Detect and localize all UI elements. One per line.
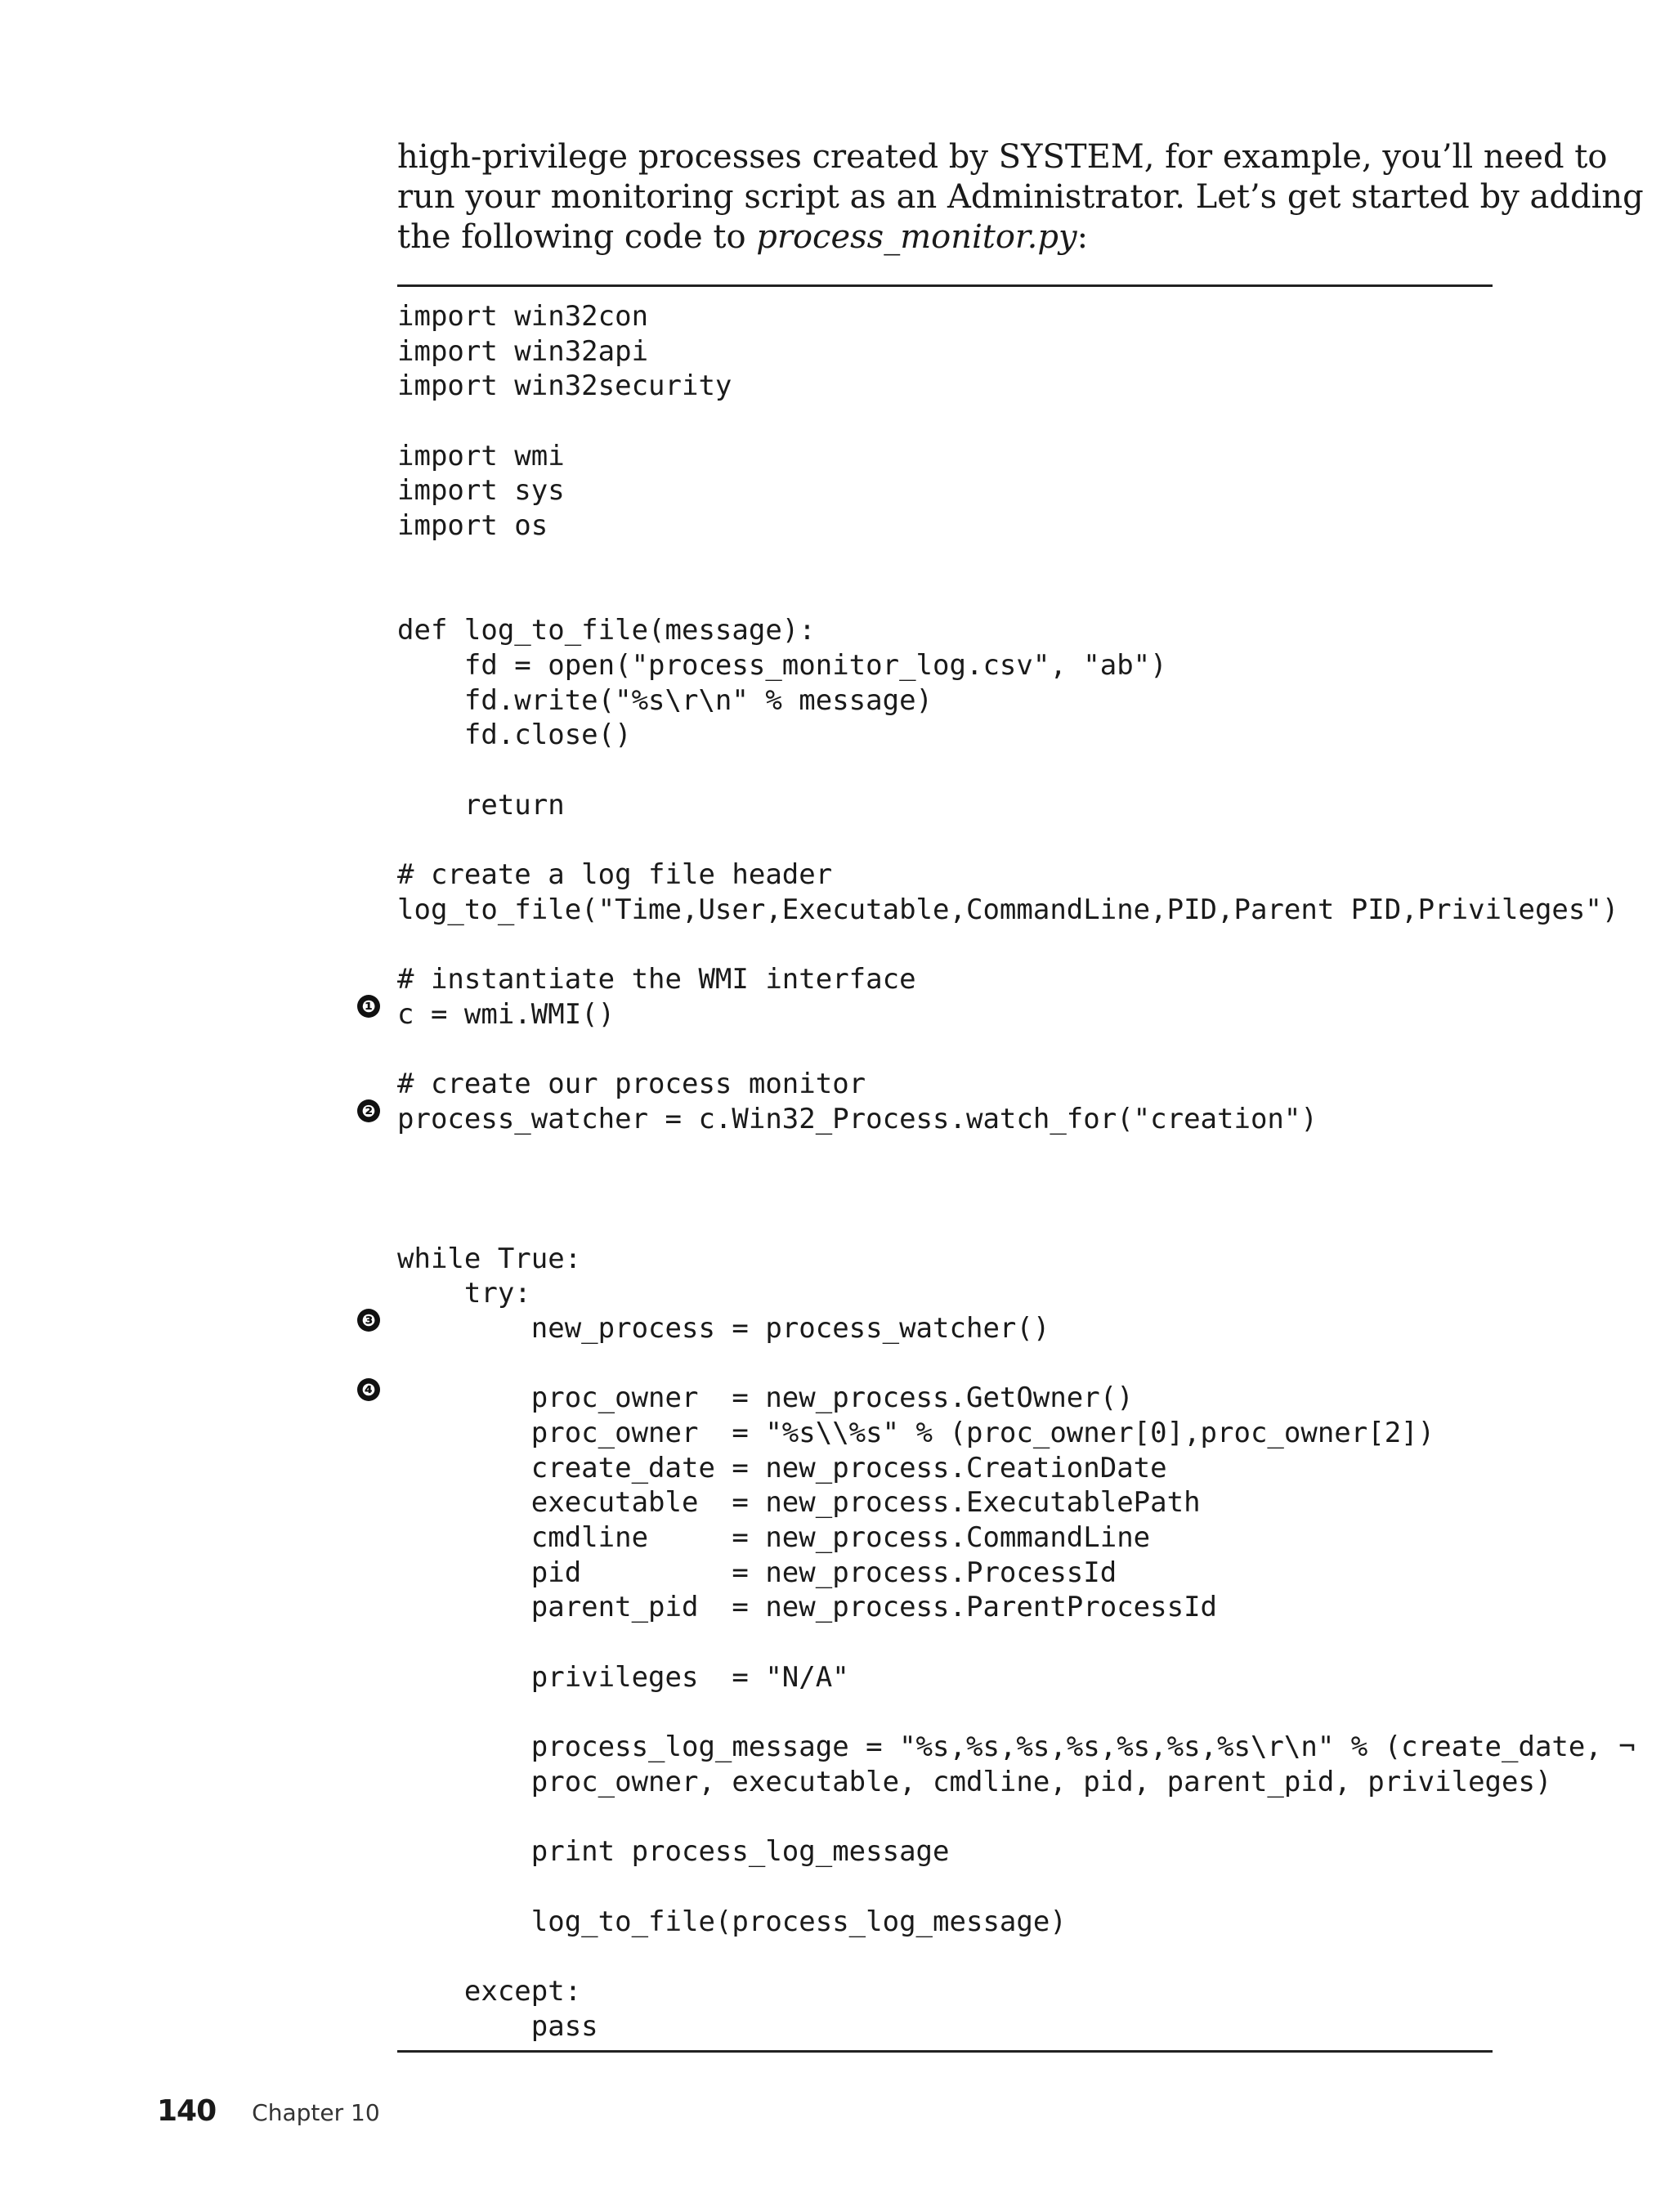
code-line: # create a log file header xyxy=(397,858,833,891)
code-line xyxy=(397,1032,1493,1067)
code-line: proc_owner = "%s\\%s" % (proc_owner[0],proc_owner[2]) xyxy=(397,1417,1435,1449)
code-line: cmdline = new_process.CommandLine xyxy=(397,1521,1151,1555)
code-line: new_process = process_watcher() xyxy=(397,1311,1050,1345)
callout-marker-3: ❸ xyxy=(357,1309,380,1332)
code-line: proc_owner, executable, cmdline, pid, parent_pid, privileges) xyxy=(397,1765,1552,1798)
code-line xyxy=(397,404,1493,439)
code-line: fd.write("%s\r\n" % message) xyxy=(397,683,933,717)
intro-line-3 xyxy=(397,217,1493,257)
code-line: # create our process monitor xyxy=(397,1068,866,1101)
code-line: fd = open("process_monitor_log.csv", "ab") xyxy=(397,648,1167,682)
code-line: try: xyxy=(397,1277,531,1310)
code-line: executable = new_process.ExecutablePath xyxy=(397,1486,1201,1520)
code-line: import sys xyxy=(397,474,565,508)
code-line: while True: xyxy=(397,1242,582,1275)
code-line: print process_log_message xyxy=(397,1835,950,1869)
code-line: import win32security xyxy=(397,369,732,403)
filename: process_monitor.py xyxy=(756,218,1077,256)
code-listing xyxy=(397,299,1636,2044)
code-line: process_watcher = c.Win32_Process.watch_for("creation") xyxy=(397,1102,1318,1135)
code-line xyxy=(397,1695,1493,1731)
code-line: import wmi xyxy=(397,439,565,472)
code-line xyxy=(397,1939,1493,1974)
code-line xyxy=(397,1137,1493,1172)
code-line: fd.close() xyxy=(397,719,632,752)
code-line: return xyxy=(397,788,565,822)
intro-paragraph xyxy=(397,137,1644,257)
chapter-label: Chapter 10 xyxy=(252,2099,380,2126)
code-line: pid = new_process.ProcessId xyxy=(397,1556,1117,1589)
code-line: import win32api xyxy=(397,334,649,368)
callout-marker-1: ❶ xyxy=(357,995,380,1018)
code-bottom-rule xyxy=(397,2050,1493,2053)
code-top-rule xyxy=(397,284,1493,287)
code-line: pass xyxy=(397,2009,598,2043)
code-line: log_to_file("Time,User,Executable,CommandLine,PID,Parent PID,Privileges") xyxy=(397,893,1619,926)
code-line xyxy=(397,1625,1493,1660)
code-line xyxy=(397,1800,1493,1835)
code-line: log_to_file(process_log_message) xyxy=(397,1905,1067,1938)
code-line xyxy=(397,1869,1493,1905)
code-line xyxy=(397,927,1493,962)
code-line xyxy=(397,1346,1493,1381)
code-line xyxy=(397,1171,1493,1207)
code-line: parent_pid = new_process.ParentProcessId xyxy=(397,1591,1218,1624)
callout-marker-2: ❷ xyxy=(357,1099,380,1122)
code-line: def log_to_file(message): xyxy=(397,614,816,647)
code-line: except: xyxy=(397,1975,582,2008)
code-line: privileges = "N/A" xyxy=(397,1660,849,1694)
intro-line-3-suffix: : xyxy=(1076,218,1089,256)
intro-line-2: run your monitoring script as an Administrator. Let’s get started by adding xyxy=(397,178,1644,216)
intro-line-1: high-privilege processes created by SYSTEM, for example, you’ll need to xyxy=(397,138,1608,176)
code-line xyxy=(397,1207,1493,1242)
code-line: proc_owner = new_process.GetOwner() xyxy=(397,1381,1134,1415)
code-line: create_date = new_process.CreationDate xyxy=(397,1451,1167,1484)
code-line: import win32con xyxy=(397,300,649,333)
code-line xyxy=(397,753,1493,788)
page-footer xyxy=(157,2094,380,2128)
code-line: process_log_message = "%s,%s,%s,%s,%s,%s,%s\r\n" % (create_date, ¬ xyxy=(397,1731,1636,1764)
code-line: c = wmi.WMI() xyxy=(397,997,615,1031)
code-line xyxy=(397,822,1493,857)
intro-line-3-prefix: the following code to xyxy=(397,218,757,256)
code-line xyxy=(397,544,1493,579)
callout-marker-4: ❹ xyxy=(357,1378,380,1401)
code-line xyxy=(397,579,1493,614)
code-line: import os xyxy=(397,509,548,543)
code-line: # instantiate the WMI interface xyxy=(397,963,916,996)
page-number: 140 xyxy=(157,2094,217,2128)
